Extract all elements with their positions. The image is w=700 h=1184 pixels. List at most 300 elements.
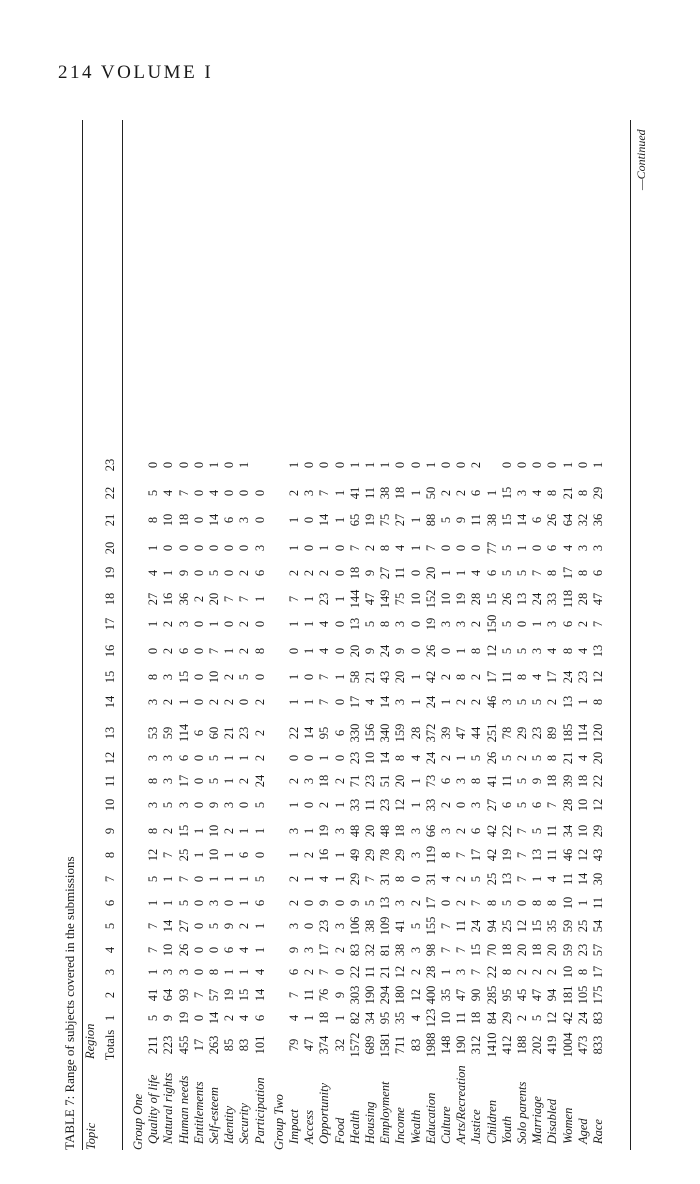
- table-cell: 2: [454, 698, 469, 706]
- table-cell: 190: [363, 985, 377, 1005]
- totals-header: Totals: [103, 1029, 117, 1061]
- table-cell: 2: [287, 489, 301, 497]
- table-cell: 2: [363, 544, 377, 552]
- table-cell: 0: [317, 461, 332, 469]
- table-cell: 59: [560, 919, 575, 933]
- table-cell: 5: [499, 647, 514, 655]
- table-cell: 3: [454, 968, 469, 976]
- region-column-header: 19: [103, 566, 117, 580]
- table-cell: 4: [545, 875, 560, 883]
- table-cell: 13: [499, 872, 514, 886]
- table-cell: 0: [545, 461, 560, 469]
- table-cell: 7: [439, 946, 453, 954]
- table-cell: 60: [207, 726, 221, 740]
- table-cell: 3: [408, 851, 423, 859]
- table-cell: 7: [317, 673, 332, 681]
- table-cell: 7: [347, 544, 362, 552]
- table-cell: 1572: [347, 1032, 362, 1058]
- table-cell: 43: [378, 670, 393, 684]
- region-column-header: 22: [103, 486, 117, 500]
- table-cell: 1: [161, 875, 176, 883]
- rule-header: [122, 120, 123, 1150]
- table-cell: 5: [515, 801, 529, 809]
- table-cell: 412: [499, 1035, 514, 1055]
- table-cell: 0: [332, 698, 347, 706]
- table-cell: 5: [363, 620, 377, 628]
- table-cell: 47: [454, 726, 469, 740]
- table-cell: 11: [302, 988, 317, 1002]
- table-cell: 1: [439, 968, 453, 976]
- table-cell: 1: [287, 801, 301, 809]
- table-cell: 23: [317, 919, 332, 933]
- region-column-header: 11: [103, 774, 117, 788]
- table-cell: 3: [222, 801, 237, 809]
- table-cell: 0: [252, 516, 267, 524]
- table-cell: 17: [469, 848, 484, 862]
- table-cell: 1: [287, 461, 301, 469]
- table-cell: 2: [317, 801, 332, 809]
- table-cell: 11: [560, 872, 575, 886]
- table-cell: 9: [454, 516, 469, 524]
- table-cell: 1: [252, 595, 267, 603]
- table-cell: 0: [191, 875, 206, 883]
- table-cell: 21: [560, 486, 575, 500]
- table-cell: 3: [545, 620, 560, 628]
- table-cell: 1: [332, 801, 347, 809]
- table-cell: 6: [252, 899, 267, 907]
- table-cell: 0: [332, 899, 347, 907]
- table-cell: 0: [332, 461, 347, 469]
- row-topic: Health: [347, 1109, 362, 1144]
- table-cell: 4: [408, 754, 423, 762]
- table-cell: 1: [222, 754, 237, 762]
- table-cell: 7: [146, 946, 161, 954]
- table-cell: 90: [469, 988, 484, 1002]
- table-cell: 8: [545, 899, 560, 907]
- table-cell: 11: [499, 670, 514, 684]
- table-cell: 73: [423, 774, 438, 788]
- table-cell: 8: [575, 968, 590, 976]
- table-cell: 2: [469, 620, 484, 628]
- table-cell: 5: [499, 754, 514, 762]
- table-cell: 1: [302, 595, 317, 603]
- table-cell: 79: [287, 1038, 301, 1052]
- table-cell: 30: [591, 872, 605, 886]
- table-cell: 1: [287, 698, 301, 706]
- table-cell: 0: [302, 899, 317, 907]
- table-cell: 35: [393, 1011, 408, 1025]
- table-cell: 152: [423, 589, 438, 609]
- table-cell: 19: [222, 988, 237, 1002]
- table-cell: 2: [287, 875, 301, 883]
- table-cell: 12: [408, 988, 423, 1002]
- table-cell: 28: [408, 726, 423, 740]
- table-cell: 106: [347, 916, 362, 936]
- table-cell: 1: [454, 754, 469, 762]
- table-cell: 4: [287, 1014, 301, 1022]
- row-topic: Justice: [469, 1109, 484, 1144]
- table-cell: 3: [252, 544, 267, 552]
- table-cell: 7: [237, 595, 252, 603]
- table-cell: 39: [439, 726, 453, 740]
- table-cell: 251: [484, 723, 499, 743]
- table-cell: 4: [575, 754, 590, 762]
- table-cell: 0: [332, 754, 347, 762]
- table-cell: 0: [207, 946, 221, 954]
- table-cell: 18: [545, 774, 560, 788]
- row-topic: Marriage: [530, 1096, 545, 1144]
- table-cell: 7: [469, 899, 484, 907]
- table-cell: 2: [222, 827, 237, 835]
- table-cell: 0: [408, 569, 423, 577]
- table-cell: 10: [207, 848, 221, 862]
- table-cell: 0: [191, 968, 206, 976]
- table-cell: 10: [575, 824, 590, 838]
- table-cell: 8: [499, 968, 514, 976]
- table-cell: 2: [469, 673, 484, 681]
- table-cell: 4: [530, 489, 545, 497]
- table-cell: 0: [191, 946, 206, 954]
- table-cell: 148: [439, 1035, 453, 1055]
- table-cell: 5: [499, 544, 514, 552]
- table-cell: 8: [393, 754, 408, 762]
- table-cell: 26: [545, 513, 560, 527]
- table-cell: 2: [222, 673, 237, 681]
- table-cell: 0: [237, 544, 252, 552]
- table-cell: 3: [287, 922, 301, 930]
- table-cell: 2: [252, 698, 267, 706]
- table-cell: 2: [252, 754, 267, 762]
- table-cell: 7: [207, 647, 221, 655]
- table-cell: 18: [575, 774, 590, 788]
- table-cell: 28: [469, 592, 484, 606]
- table-cell: 1: [484, 489, 499, 497]
- row-topic: Participation: [252, 1077, 267, 1144]
- table-cell: 20: [515, 943, 529, 957]
- table-cell: 3: [237, 516, 252, 524]
- table-cell: 3: [161, 673, 176, 681]
- table-cell: 1: [454, 569, 469, 577]
- table-cell: 10: [363, 751, 377, 765]
- table-cell: 42: [560, 1011, 575, 1025]
- table-cell: 0: [454, 801, 469, 809]
- row-topic: Children: [484, 1100, 499, 1144]
- table-cell: 175: [591, 985, 605, 1005]
- table-cell: 180: [393, 985, 408, 1005]
- row-topic: Identity: [222, 1105, 237, 1144]
- table-cell: 2: [161, 698, 176, 706]
- table-cell: 20: [207, 592, 221, 606]
- table-cell: 4: [560, 544, 575, 552]
- table-cell: 6: [530, 801, 545, 809]
- table-cell: 5: [146, 1014, 161, 1022]
- row-topic: Self-esteem: [207, 1087, 221, 1144]
- table-cell: 17: [484, 670, 499, 684]
- table-cell: 1: [302, 698, 317, 706]
- table-cell: 2: [237, 777, 252, 785]
- table-cell: 1: [146, 544, 161, 552]
- table-cell: 4: [439, 875, 453, 883]
- table-cell: 0: [332, 968, 347, 976]
- table-cell: 3: [408, 946, 423, 954]
- table-cell: 144: [347, 589, 362, 609]
- table-cell: 1: [252, 827, 267, 835]
- table-cell: 0: [176, 461, 191, 469]
- table-cell: 7: [515, 827, 529, 835]
- table-cell: 2: [222, 1014, 237, 1022]
- table-cell: 36: [176, 592, 191, 606]
- table-cell: 340: [378, 723, 393, 743]
- table-cell: 2: [317, 569, 332, 577]
- table-cell: 0: [191, 801, 206, 809]
- table-cell: 14: [161, 919, 176, 933]
- table-cell: 32: [332, 1038, 347, 1052]
- region-column-header: 18: [103, 592, 117, 606]
- rotated-table: [62, 120, 682, 1150]
- table-cell: 5: [207, 569, 221, 577]
- table-cell: 23: [317, 592, 332, 606]
- table-cell: 0: [222, 620, 237, 628]
- table-cell: 7: [146, 922, 161, 930]
- table-cell: 1: [146, 899, 161, 907]
- table-cell: 3: [146, 754, 161, 762]
- table-cell: 47: [363, 592, 377, 606]
- table-cell: 83: [237, 1038, 252, 1052]
- table-cell: 2: [332, 777, 347, 785]
- table-cell: 1: [332, 595, 347, 603]
- table-cell: 2: [469, 698, 484, 706]
- table-cell: 21: [378, 965, 393, 979]
- table-cell: 24: [530, 592, 545, 606]
- table-cell: 11: [545, 848, 560, 862]
- table-cell: 7: [530, 569, 545, 577]
- table-cell: 5: [176, 899, 191, 907]
- table-cell: 1: [515, 544, 529, 552]
- table-cell: 6: [439, 777, 453, 785]
- table-cell: 4: [530, 673, 545, 681]
- table-cell: 0: [332, 620, 347, 628]
- table-cell: 25: [575, 919, 590, 933]
- table-cell: 47: [302, 1038, 317, 1052]
- table-cell: 181: [560, 985, 575, 1005]
- table-cell: 1581: [378, 1032, 393, 1058]
- table-cell: 2: [454, 827, 469, 835]
- table-cell: 0: [302, 801, 317, 809]
- table-cell: 5: [499, 620, 514, 628]
- table-cell: 48: [347, 824, 362, 838]
- table-cell: 27: [484, 798, 499, 812]
- row-topic: Opportunity: [317, 1082, 332, 1144]
- table-cell: 3: [302, 489, 317, 497]
- table-cell: 105: [575, 985, 590, 1005]
- table-cell: 78: [378, 848, 393, 862]
- table-cell: 2: [408, 968, 423, 976]
- running-head: 214 VOLUME I: [58, 62, 214, 83]
- table-cell: 6: [560, 620, 575, 628]
- table-cell: 473: [575, 1035, 590, 1055]
- table-cell: 93: [176, 988, 191, 1002]
- table-cell: 23: [575, 943, 590, 957]
- table-cell: 28: [560, 798, 575, 812]
- table-cell: 0: [515, 899, 529, 907]
- table-cell: 50: [423, 486, 438, 500]
- table-cell: 4: [317, 647, 332, 655]
- table-cell: 3: [146, 801, 161, 809]
- table-cell: 1: [237, 899, 252, 907]
- table-cell: 8: [146, 673, 161, 681]
- table-cell: 17: [347, 695, 362, 709]
- table-cell: 19: [176, 1011, 191, 1025]
- table-cell: 2: [454, 489, 469, 497]
- table-cell: 24: [423, 751, 438, 765]
- table-cell: 3: [287, 827, 301, 835]
- table-cell: 11: [363, 965, 377, 979]
- table-cell: 8: [378, 620, 393, 628]
- table-cell: 28: [423, 965, 438, 979]
- table-cell: 6: [252, 1014, 267, 1022]
- table-cell: 1: [408, 801, 423, 809]
- table-cell: 23: [575, 670, 590, 684]
- table-cell: 42: [484, 824, 499, 838]
- table-cell: 11: [454, 919, 469, 933]
- table-cell: 0: [287, 647, 301, 655]
- table-cell: 29: [347, 872, 362, 886]
- table-cell: 3: [575, 544, 590, 552]
- table-cell: 12: [515, 919, 529, 933]
- table-cell: 5: [530, 754, 545, 762]
- table-cell: 0: [252, 673, 267, 681]
- table-cell: 455: [176, 1035, 191, 1055]
- table-cell: 3: [146, 698, 161, 706]
- table-cell: 7: [317, 968, 332, 976]
- table-cell: 1: [207, 620, 221, 628]
- table-cell: 15: [484, 592, 499, 606]
- table-cell: 1988: [423, 1032, 438, 1058]
- row-topic: Housing: [363, 1101, 377, 1144]
- table-cell: 6: [176, 754, 191, 762]
- table-cell: 5: [161, 801, 176, 809]
- table-cell: 15: [499, 513, 514, 527]
- row-topic: Quality of life: [146, 1074, 161, 1144]
- table-cell: 833: [591, 1035, 605, 1055]
- table-cell: 0: [439, 899, 453, 907]
- table-cell: 16: [317, 848, 332, 862]
- table-cell: 4: [317, 620, 332, 628]
- table-cell: 0: [191, 754, 206, 762]
- table-cell: 7: [454, 946, 469, 954]
- table-cell: 3: [454, 620, 469, 628]
- table-cell: 11: [469, 513, 484, 527]
- table-cell: 1: [287, 851, 301, 859]
- row-topic: Employment: [378, 1081, 393, 1144]
- table-cell: 10: [439, 592, 453, 606]
- table-cell: 34: [560, 824, 575, 838]
- table-cell: 22: [287, 726, 301, 740]
- table-cell: 294: [378, 985, 393, 1005]
- table-cell: 2: [222, 698, 237, 706]
- table-cell: 3: [591, 544, 605, 552]
- table-cell: 711: [393, 1035, 408, 1055]
- row-topic: Human needs: [176, 1075, 191, 1144]
- table-cell: 95: [499, 988, 514, 1002]
- table-cell: 14: [252, 988, 267, 1002]
- table-cell: 1: [302, 647, 317, 655]
- region-column-header: 21: [103, 513, 117, 527]
- table-cell: 7: [545, 801, 560, 809]
- table-cell: 39: [560, 774, 575, 788]
- table-cell: 4: [252, 968, 267, 976]
- table-cell: 20: [347, 644, 362, 658]
- table-cell: 41: [484, 774, 499, 788]
- table-cell: 10: [207, 670, 221, 684]
- table-cell: 3: [207, 899, 221, 907]
- table-cell: 0: [252, 489, 267, 497]
- table-cell: 24: [560, 670, 575, 684]
- table-cell: 330: [347, 723, 362, 743]
- table-cell: 34: [363, 1011, 377, 1025]
- table-cell: 0: [237, 801, 252, 809]
- table-cell: 2: [332, 946, 347, 954]
- table-cell: 31: [423, 872, 438, 886]
- table-cell: 6: [469, 489, 484, 497]
- table-cell: 0: [302, 673, 317, 681]
- table-cell: 0: [161, 544, 176, 552]
- table-cell: 1: [287, 544, 301, 552]
- table-cell: 123: [423, 1008, 438, 1028]
- region-column-header: 23: [103, 458, 117, 472]
- table-cell: 0: [191, 647, 206, 655]
- table-cell: 6: [591, 569, 605, 577]
- table-cell: 10: [560, 965, 575, 979]
- table-cell: 51: [378, 774, 393, 788]
- table-cell: 5: [146, 489, 161, 497]
- table-cell: 78: [499, 726, 514, 740]
- table-cell: 5: [252, 875, 267, 883]
- table-cell: 0: [408, 647, 423, 655]
- table-cell: 0: [222, 489, 237, 497]
- row-topic: Race: [591, 1119, 605, 1144]
- table-cell: 7: [363, 875, 377, 883]
- table-cell: 0: [191, 1014, 206, 1022]
- table-cell: 155: [423, 916, 438, 936]
- table-cell: 5: [207, 922, 221, 930]
- table-cell: 101: [252, 1035, 267, 1055]
- table-cell: 24: [378, 644, 393, 658]
- table-cell: 202: [530, 1035, 545, 1055]
- region-column-header: 14: [103, 695, 117, 709]
- table-cell: 1: [408, 544, 423, 552]
- table-cell: 0: [191, 922, 206, 930]
- table-cell: 7: [439, 922, 453, 930]
- table-cell: 114: [176, 723, 191, 743]
- table-cell: 0: [237, 698, 252, 706]
- table-cell: 18: [469, 1011, 484, 1025]
- table-cell: 7: [515, 875, 529, 883]
- table-cell: 374: [317, 1035, 332, 1055]
- table-cell: 156: [363, 723, 377, 743]
- table-cell: 20: [393, 774, 408, 788]
- table-cell: 0: [302, 461, 317, 469]
- table-cell: 1: [222, 777, 237, 785]
- table-cell: 57: [207, 988, 221, 1002]
- table-cell: 13: [530, 848, 545, 862]
- table-cell: 0: [176, 544, 191, 552]
- region-column-header: 12: [103, 751, 117, 765]
- table-cell: 2: [439, 754, 453, 762]
- table-cell: 82: [347, 1011, 362, 1025]
- table-cell: 26: [499, 592, 514, 606]
- row-topic: Women: [560, 1107, 575, 1144]
